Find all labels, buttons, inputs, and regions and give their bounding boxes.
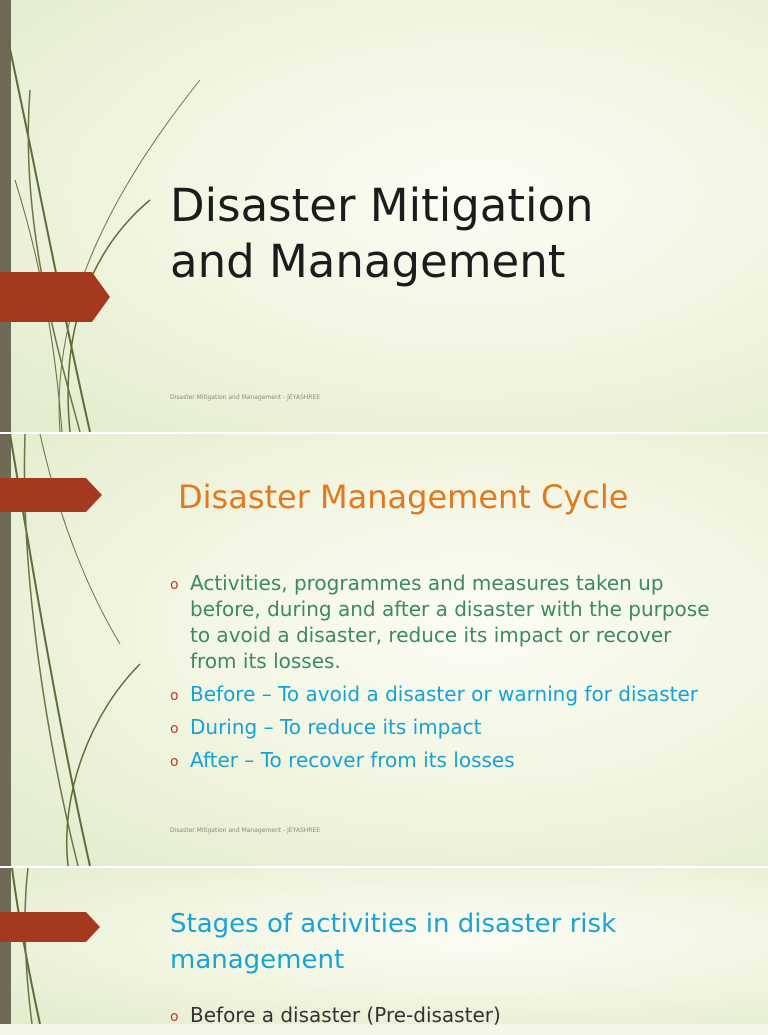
list-item: o After – To recover from its losses <box>170 748 515 772</box>
slide-title: Disaster Management Cycle <box>178 478 629 516</box>
slide-footer: Disaster Mitigation and Management - JEYASHREE <box>170 394 321 401</box>
slide-footer: Disaster Mitigation and Management - JEYASHREE <box>170 827 321 834</box>
bullet-list <box>170 1002 715 1035</box>
bullet-list <box>170 570 715 780</box>
title-line-1: Stages of activities in disaster risk <box>170 909 617 939</box>
slide-1 <box>0 0 768 432</box>
ribbon-flag <box>0 478 104 512</box>
title-line-2: management <box>170 945 345 975</box>
list-item: o Before – To avoid a disaster or warning for disaster <box>170 682 698 706</box>
title-line-2: and Management <box>170 235 566 288</box>
title-line-1: Disaster Mitigation <box>170 179 594 232</box>
list-item: o During – To reduce its impact <box>170 715 482 739</box>
list-item: o Before a disaster (Pre-disaster) <box>170 1003 501 1027</box>
ribbon-flag <box>0 912 102 942</box>
slide-title <box>170 178 594 290</box>
ribbon-flag <box>0 272 112 322</box>
slide-title <box>170 906 616 978</box>
list-item: o Activities, programmes and measures taken up before, during and after a disaster with the purpose to avoid a disaster, reduce its impact or recover from its losses. <box>170 571 710 673</box>
